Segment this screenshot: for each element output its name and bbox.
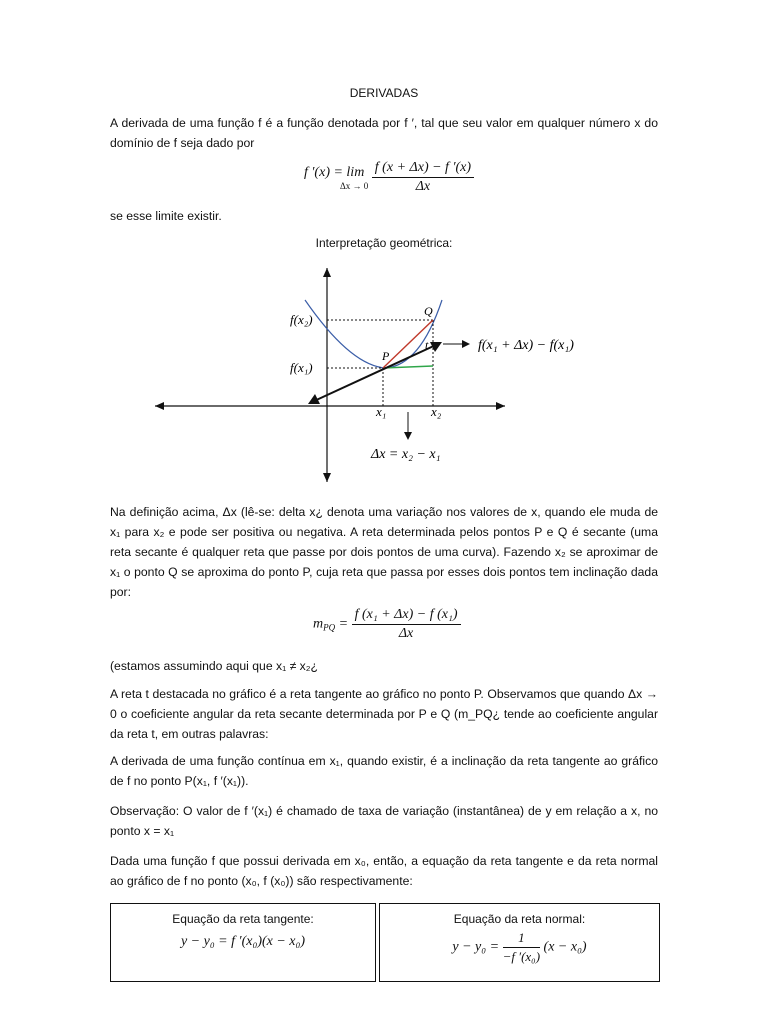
formula-lhs: f ′(x) = lim xyxy=(303,164,365,180)
figure-caption: Interpretação geométrica: xyxy=(315,236,453,250)
label-difference: f(x₁ + Δx) − f(x₁) xyxy=(478,338,574,353)
tangent-equation-title: Equação da reta tangente: xyxy=(172,912,314,926)
label-fx2: f(x₂) xyxy=(290,312,313,327)
label-x1: x₁ xyxy=(376,404,387,419)
label-Q: Q xyxy=(424,304,433,318)
y-axis-arrow-bottom xyxy=(323,473,331,482)
label-delta-x: Δx = x₂ − x₁ xyxy=(371,447,441,462)
mpq-lhs: m xyxy=(313,616,324,632)
page-title: DERIVADAS xyxy=(349,86,419,100)
tangent-equation-box xyxy=(110,903,376,982)
normal-equation xyxy=(380,930,659,965)
formula-denominator: Δx xyxy=(415,179,431,194)
normal-lhs: y − y₀ = xyxy=(452,939,500,955)
geometric-interpretation-figure xyxy=(150,260,630,490)
x-axis-arrow-left xyxy=(155,402,164,410)
formula-limit: Δx → 0 xyxy=(340,180,369,191)
formula-numerator: f (x + Δx) − f ′(x) xyxy=(372,160,474,178)
mpq-sub: PQ xyxy=(323,622,336,633)
normal-denominator: −f ′(x₀) xyxy=(502,949,541,964)
derivative-slope-paragraph: A derivada de uma função contínua em x₁, quando existir, é a inclinação da reta tangente ao gráfico de f no ponto P(x₁, f ′(x₁)). xyxy=(110,754,658,788)
delta-paragraph: Na definição acima, Δx (lê-se: delta x¿ denota uma variação nos valores de x, quando ele muda de x₁ para x₂ e pode ser positiva ou negativa. A reta determinada pelos pontos P e Q é secante (uma reta secante é qualquer reta que passe por dois pontos de uma curva). Fazendo x₂ se aproximar de x₁ o ponto Q se aproxima do ponto P, cuja reta que passa por esses dois pontos tem inclinação dada por: xyxy=(110,505,658,599)
limit-exists-text: se esse limite existir. xyxy=(110,209,222,223)
observation-paragraph: Observação: O valor de f ′(x₁) é chamado de taxa de variação (instantânea) de y em relação a x, no ponto x = x₁ xyxy=(110,804,658,838)
difference-pointer-head xyxy=(462,340,470,348)
function-curve xyxy=(305,300,442,368)
y-axis-arrow-top xyxy=(323,268,331,277)
normal-equation-box xyxy=(379,903,660,982)
derivative-definition-formula xyxy=(300,160,474,195)
mpq-numerator: f (x₁ + Δx) − f (x₁) xyxy=(352,607,461,625)
assumption-text: (estamos assumindo aqui que x₁ ≠ x₂¿ xyxy=(110,659,318,673)
secant-slope-formula: $m_{PQ}$ = $\frac{\text{f (x₁ + Δx) − f (x₁)}}{\Delta x}$ xyxy=(313,607,461,642)
tangent-line xyxy=(312,344,438,402)
intro-paragraph: A derivada de uma função f é a função denotada por f ′, tal que seu valor em qualquer número x do domínio de f seja dado por xyxy=(110,116,658,150)
delta-pointer-head xyxy=(404,432,412,440)
normal-equation-title: Equação da reta normal: xyxy=(453,912,586,926)
label-x2: x₂ xyxy=(431,404,442,419)
label-t: t xyxy=(425,338,429,352)
label-fx1: f(x₁) xyxy=(290,360,313,375)
x-axis-arrow-right xyxy=(496,402,505,410)
label-P: P xyxy=(382,349,390,363)
normal-numerator: 1 xyxy=(503,930,540,948)
tangent-equation: y − y₀ = f ′(x₀)(x − x₀) xyxy=(180,934,306,949)
mpq-denominator: Δx xyxy=(398,626,414,641)
equations-intro-paragraph: Dada uma função f que possui derivada em x₀, então, a equação da reta tangente e da reta normal ao gráfico de f no ponto (x₀, f (x₀)) são respectivamente: xyxy=(110,854,658,888)
normal-rhs: (x − x₀) xyxy=(543,939,587,955)
tangent-paragraph: A reta t destacada no gráfico é a reta tangente ao gráfico no ponto P. Observamos que quando Δx → 0 o coeficiente angular da reta secante determinada por P e Q (m_PQ¿ tende ao coeficiente angular da reta t, em outras palavras: xyxy=(110,687,658,741)
